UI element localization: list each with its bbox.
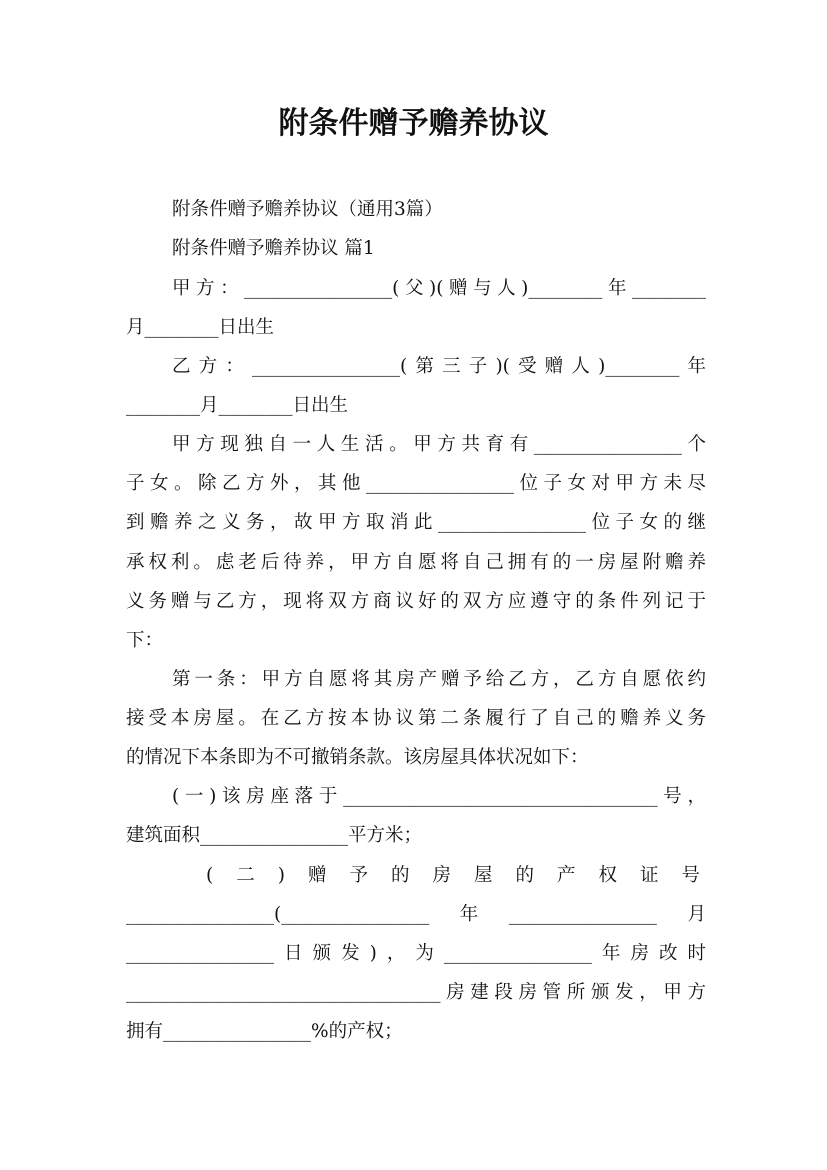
section-heading: 附条件赠予赡养协议 篇1 <box>172 238 375 259</box>
paragraph-line: 子女。除乙方外，其他________________位子女对甲方未尽 <box>126 473 706 494</box>
paragraph-line: 甲方现独自一人生活。甲方共育有________________个 <box>172 434 706 455</box>
paragraph-line: 下： <box>126 630 164 651</box>
paragraph-line: __________________________________房建段房管所颁发，甲方 <box>126 982 706 1003</box>
paragraph-line: 拥有________________%的产权； <box>126 1021 403 1042</box>
paragraph-line: (一)该房座落于__________________________________号， <box>172 786 706 807</box>
paragraph-line: 乙方：________________(第三子)(受赠人)________年 <box>172 356 706 377</box>
paragraph-line: 甲方：________________(父)(赠与人)________年________ <box>172 278 706 299</box>
document-title: 附条件赠予赡养协议 <box>278 106 549 141</box>
paragraph-line: ________________日颁发)，为________________年房改时 <box>126 943 706 964</box>
paragraph-line: 月________日出生 <box>126 317 275 338</box>
paragraph-line: ________________(________________年________________月 <box>126 904 706 925</box>
paragraph-line: 义务赠与乙方，现将双方商议好的双方应遵守的条件列记于 <box>126 591 706 612</box>
paragraph-line: (二)赠予的房屋的产权证号 <box>206 865 700 886</box>
paragraph-line: 建筑面积________________平方米； <box>126 825 423 846</box>
paragraph-line: 到赡养之义务，故甲方取消此________________位子女的继 <box>126 512 706 533</box>
paragraph-line: 承权利。虑老后待养，甲方自愿将自己拥有的一房屋附赡养 <box>126 552 706 573</box>
paragraph-line: 接受本房屋。在乙方按本协议第二条履行了自己的赡养义务 <box>126 708 706 729</box>
paragraph-line: 第一条：甲方自愿将其房产赠予给乙方，乙方自愿依约 <box>172 669 706 690</box>
paragraph-line: 的情况下本条即为不可撤销条款。该房屋具体状况如下： <box>126 747 589 768</box>
paragraph-line: ________月________日出生 <box>126 395 349 416</box>
subtitle-line: 附条件赠予赡养协议（通用3篇） <box>172 199 443 220</box>
